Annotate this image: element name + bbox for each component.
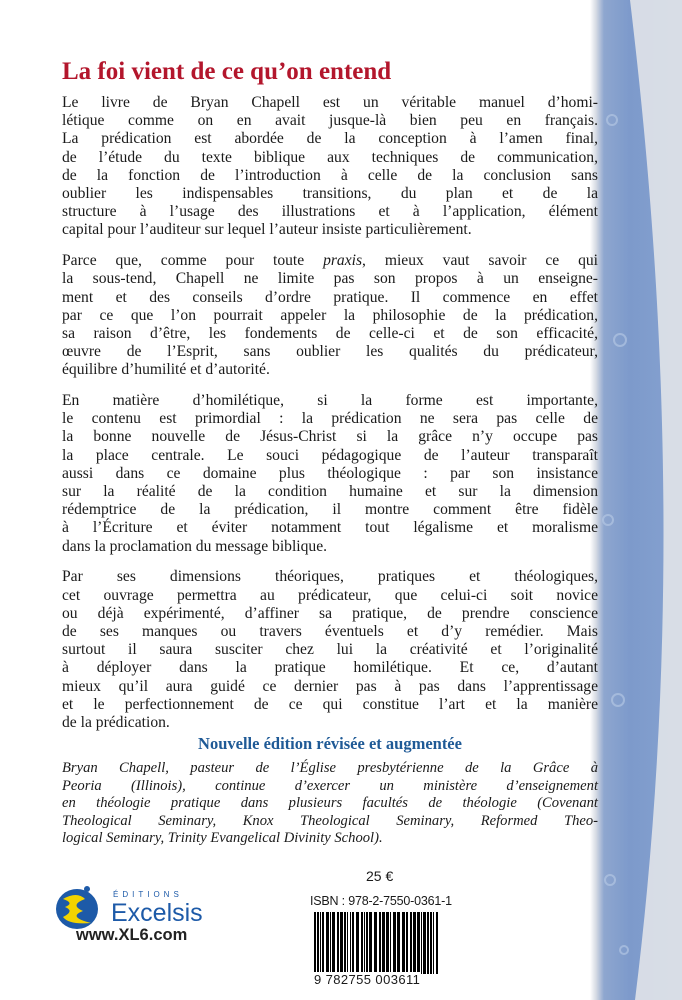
text-line: Parce que, comme pour toute praxis, mieux vaut savoir ce qui — [62, 252, 598, 270]
text-line: la sous-tend, Chapell ne limite pas son propos à un enseigne- — [62, 270, 598, 288]
price: 25 € — [366, 868, 394, 884]
barcode-bar — [344, 912, 346, 974]
text-line: mieux qu’il aura guidé ce dernier pas à pas dans l’apprentissage — [62, 677, 598, 695]
cover-spine-panel — [590, 0, 682, 1000]
barcode-bar — [382, 912, 385, 974]
text-line: létique comme on en avait jusque-là bien peu en français. — [62, 112, 598, 130]
barcode-bar — [397, 912, 400, 974]
text-line: aussi dans ce domaine plus théologique : par son insistance — [62, 464, 598, 482]
text-line: équilibre d’humilité et d’autorité. — [62, 361, 270, 379]
barcode-bar — [430, 912, 432, 974]
paragraph — [62, 252, 598, 379]
barcode-bar — [347, 912, 348, 974]
barcode-bar — [322, 912, 324, 974]
text-line: la place centrale. Le souci pédagogique de l’auteur transparaît — [62, 446, 598, 464]
barcode-bar — [356, 912, 359, 974]
barcode-bar — [320, 912, 321, 974]
publisher-url[interactable]: www.XL6.com — [76, 926, 188, 944]
barcode-bar — [390, 912, 391, 974]
text-line: Par ses dimensions théoriques, pratiques et théologiques, — [62, 568, 598, 586]
barcode-bar — [364, 912, 365, 974]
text-line: structure à l’usage des illustrations et à l’application, élément — [62, 203, 598, 221]
barcode-bar — [317, 912, 319, 974]
text-line: ment et des conseils d’ordre pratique. Il commence en effet — [62, 288, 598, 306]
barcode-bar — [406, 912, 408, 974]
barcode — [314, 912, 440, 974]
spine-curve-decoration — [590, 0, 682, 1000]
page-title: La foi vient de ce qu’on entend — [62, 58, 392, 85]
isbn: ISBN : 978-2-7550-0361-1 — [310, 894, 452, 908]
text-line: capital pour l’auditeur sur lequel l’auteur insiste particulièrement. — [62, 221, 472, 239]
paragraph — [62, 94, 598, 240]
barcode-bar — [410, 912, 412, 974]
text-line: de la prédication. — [62, 714, 170, 731]
text-line: de la fonction de l’introduction à celle de la conclusion sans — [62, 166, 598, 184]
bio-line: logical Seminary, Trinity Evangelical Divinity School). — [62, 830, 383, 847]
text-line: La prédication est abordée de la conception à l’amen final, — [62, 130, 598, 148]
publisher-logo — [55, 885, 225, 930]
text-line: sa raison d’être, les fondements de celle-ci et de son efficacité, — [62, 324, 598, 342]
barcode-bar — [330, 912, 331, 974]
barcode-bar — [352, 912, 354, 974]
barcode-bar — [413, 912, 416, 974]
barcode-bar — [417, 912, 420, 974]
barcode-bar — [337, 912, 339, 974]
barcode-bar — [366, 912, 368, 974]
text-line: et le perfectionnement de ce qui constitue l’art et la manière — [62, 695, 598, 713]
text-line: En matière d’homilétique, si la forme est importante, — [62, 392, 598, 410]
barcode-bar — [433, 912, 434, 974]
author-bio — [62, 760, 598, 848]
text-line: de ses manques ou travers éventuels et d’y remédier. Mais — [62, 622, 598, 640]
text-line: œuvre de l’Esprit, sans oublier les qualités du prédicateur, — [62, 343, 598, 361]
barcode-bar — [314, 912, 316, 974]
barcode-bar — [332, 912, 335, 974]
barcode-bar — [402, 912, 405, 974]
barcode-number: 9 782755 003611 — [314, 972, 421, 987]
barcode-bar — [436, 912, 438, 974]
text-line: par ce que l’on pourrait appeler la philosophie de la prédication, — [62, 306, 598, 324]
text-line: cet ouvrage permettra au prédicateur, que celui-ci soit novice — [62, 586, 598, 604]
barcode-bar — [427, 912, 429, 974]
text-line: de l’étude du texte biblique aux techniques de communication, — [62, 148, 598, 166]
bio-line: en théologie pratique dans plusieurs facultés de théologie (Covenant — [62, 795, 598, 812]
text-line: surtout il saura susciter chez lui la créativité et l’originalité — [62, 641, 598, 659]
text-line: ou déjà expérimenté, d’affiner sa pratique, de prendre conscience — [62, 604, 598, 622]
barcode-bar — [361, 912, 363, 974]
text-line: Le livre de Bryan Chapell est un véritable manuel d’homi- — [62, 94, 598, 111]
text-line: dans la proclamation du message biblique. — [62, 537, 328, 555]
barcode-bar — [386, 912, 389, 974]
barcode-bar — [374, 912, 377, 974]
text-line: oublier les indispensables transitions, du plan et de la — [62, 185, 598, 203]
text-line: le contenu est primordial : la prédication ne sera pas celle de — [62, 410, 598, 428]
logo-editions-text: ÉDITIONS — [113, 890, 183, 899]
text-line: la bonne nouvelle de Jésus-Christ si la grâce n’y occupe pas — [62, 428, 598, 446]
logo-excelsis-text: Excelsis — [111, 899, 203, 927]
text-line: à l’Écriture et éviter notamment tout légalisme et moralisme — [62, 519, 598, 537]
barcode-bar — [421, 912, 422, 974]
description-body — [62, 94, 598, 745]
barcode-bar — [326, 912, 329, 974]
bio-line: Peoria (Illinois), continue d’exercer un ministère d’enseignement — [62, 777, 598, 794]
barcode-bar — [379, 912, 381, 974]
text-line: rédemptrice de la prédication, il montre comment être fidèle — [62, 501, 598, 519]
bio-line: Bryan Chapell, pasteur de l’Église presbytérienne de la Grâce à — [62, 760, 598, 776]
bio-line: Theological Seminary, Knox Theological Seminary, Reformed Theo- — [62, 812, 598, 829]
barcode-bar — [350, 912, 351, 974]
paragraph — [62, 568, 598, 732]
text-line: sur la réalité de la condition humaine et sur la dimension — [62, 483, 598, 501]
barcode-bar — [423, 912, 426, 974]
barcode-bar — [340, 912, 343, 974]
paragraph — [62, 392, 598, 556]
barcode-bar — [393, 912, 396, 974]
barcode-bar — [369, 912, 372, 974]
edition-subheading: Nouvelle édition révisée et augmentée — [198, 734, 462, 753]
text-line: à déployer dans la pratique homilétique. Et ce, d’autant — [62, 659, 598, 677]
